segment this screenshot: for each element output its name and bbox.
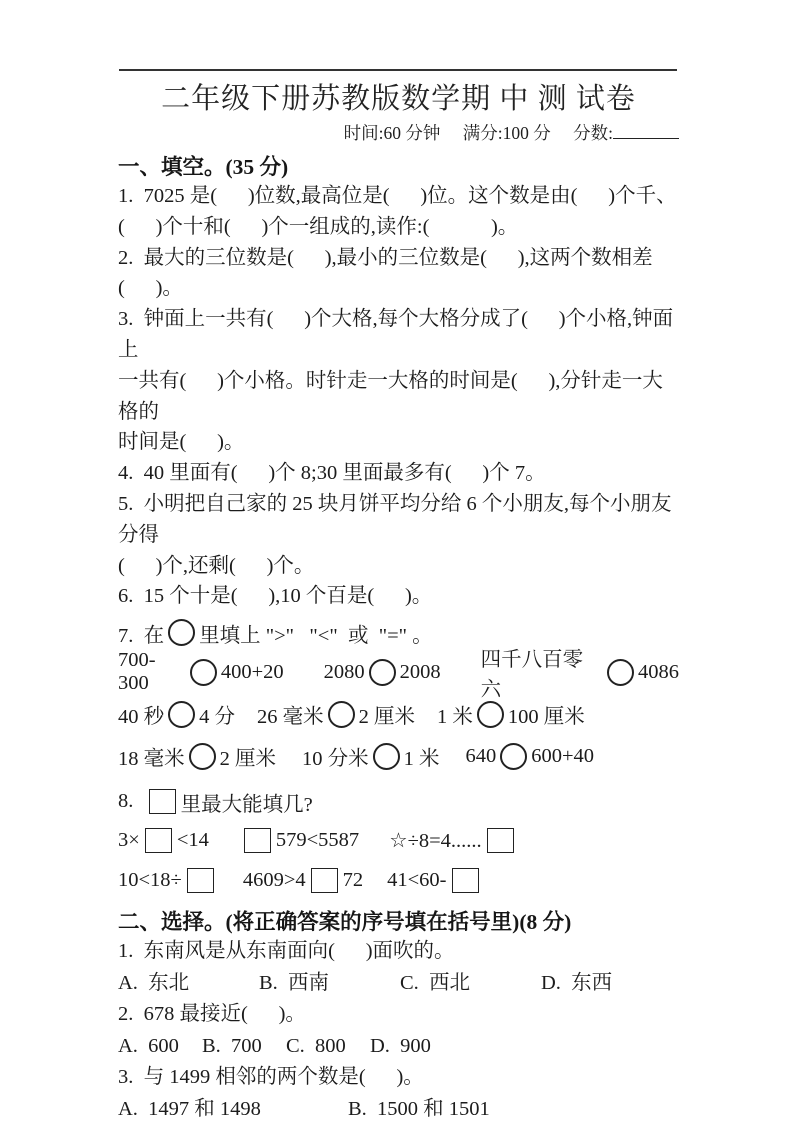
comparison-right: 2008 <box>399 660 441 683</box>
option-a: A. 600 <box>118 1034 179 1057</box>
fill-q8-instruction <box>118 783 679 820</box>
option-a: A. 东北 <box>118 971 190 994</box>
fill-q2-line2: ( )。 <box>118 277 183 300</box>
answer-box-icon <box>487 828 514 853</box>
compare-circle-icon <box>369 659 396 686</box>
choice-q2-options <box>118 1031 679 1063</box>
comparison-row-3 <box>118 735 679 777</box>
fill-q6-line: 6. 15 个十是( ),10 个百是( )。 <box>118 585 433 608</box>
choice-q1-options <box>118 968 679 1000</box>
option-c: C. 西北 <box>400 971 471 994</box>
comparison-item <box>302 741 440 771</box>
comparison-left: 1 米 <box>437 706 473 729</box>
comparison-item <box>118 741 276 771</box>
exam-fullscore-label: 满分:100 分 <box>462 123 551 143</box>
section-choice <box>118 909 679 1125</box>
comparison-left: 40 秒 <box>118 706 165 729</box>
answer-box-icon <box>149 789 176 814</box>
fill-q3-line3: 时间是( )。 <box>118 431 245 454</box>
compare-circle-icon <box>168 619 195 646</box>
q8-text-pre: 8. <box>118 790 144 813</box>
compare-circle-icon <box>189 743 216 770</box>
q7-text-post: 里填上 ">" "<" 或 "=" 。 <box>199 624 433 647</box>
option-b: B. 西南 <box>259 971 330 994</box>
comparison-right: 1 米 <box>403 748 440 771</box>
fill-q3-line2: 一共有( )个小格。时针走一大格的时间是( ),分针走一大格的 <box>118 369 663 423</box>
comparison-right: 4086 <box>638 660 679 683</box>
answer-box-icon <box>244 828 271 853</box>
comparison-right: 2 厘米 <box>358 706 415 729</box>
equation-pre: 10<18÷ <box>118 868 182 891</box>
option-c: C. 800 <box>286 1034 346 1057</box>
fill-q4-line: 4. 40 里面有( )个 8;30 里面最多有( )个 7。 <box>118 462 546 485</box>
equation-pre: 41<60- <box>387 868 447 891</box>
equation-item <box>118 868 219 893</box>
section-fill-heading: 一、填空。(35 分) <box>118 155 289 179</box>
q7-text-pre: 7. 在 <box>118 624 165 647</box>
equation-post: 72 <box>342 868 364 891</box>
header-divider <box>119 69 677 71</box>
choice-q2-stem: 2. 678 最接近( )。 <box>118 1003 306 1026</box>
choice-q3-options <box>118 1094 679 1125</box>
fill-q1-line2: ( )个十和( )个一组成的,读作:( )。 <box>118 215 519 238</box>
equation-row-2 <box>118 860 679 900</box>
answer-box-icon <box>145 828 172 853</box>
fill-q3-line1: 3. 钟面上一共有( )个大格,每个大格分成了( )个小格,钟面上 <box>118 308 674 361</box>
comparison-right: 100 厘米 <box>507 706 585 729</box>
q8-text-post: 里最大能填几? <box>180 793 313 816</box>
comparison-item <box>324 659 441 686</box>
equation-post: 579<5587 <box>275 828 360 851</box>
comparison-left: 10 分米 <box>302 748 369 771</box>
fill-q1-line1: 1. 7025 是( )位数,最高位是( )位。这个数是由( )个千、 <box>118 185 677 207</box>
compare-circle-icon <box>190 659 217 686</box>
equation-row-1 <box>118 820 679 860</box>
fill-q5-line1: 5. 小明把自己家的 25 块月饼平均分给 6 个小朋友,每个小朋友分得 <box>118 492 672 546</box>
comparison-left: 700-300 <box>118 649 156 695</box>
comparison-left: 640 <box>465 744 497 767</box>
fill-q5-line2: ( )个,还剩( )个。 <box>118 554 315 577</box>
equation-item <box>387 868 483 893</box>
choice-q1-stem: 1. 东南风是从东南面向( )面吹的。 <box>118 940 455 963</box>
equation-item <box>243 868 363 893</box>
comparison-right: 400+20 <box>220 660 284 683</box>
comparison-left: 2080 <box>323 660 365 683</box>
fill-q2-line1: 2. 最大的三位数是( ),最小的三位数是( ),这两个数相差 <box>118 246 653 269</box>
comparison-item <box>257 699 415 729</box>
score-label: 分数: <box>573 123 613 143</box>
option-d: D. 东西 <box>541 971 613 994</box>
compare-circle-icon <box>607 659 634 686</box>
equation-pre: 3× <box>118 828 140 851</box>
comparison-item <box>118 649 284 695</box>
exam-info-line <box>118 122 679 145</box>
comparison-right: 600+40 <box>531 744 595 767</box>
option-a: A. 1497 和 1498 <box>118 1097 261 1120</box>
comparison-right: 2 厘米 <box>219 748 276 771</box>
equation-pre: ☆÷8=4...... <box>389 829 482 852</box>
comparison-left: 18 毫米 <box>118 748 185 771</box>
compare-circle-icon <box>373 743 400 770</box>
comparison-left: 四千八百零六 <box>480 649 584 702</box>
equation-item <box>118 828 209 853</box>
option-b: B. 1500 和 1501 <box>348 1097 490 1120</box>
comparison-right: 4 分 <box>199 706 235 729</box>
page-title: 二年级下册苏教版数学期 中 测 试卷 <box>161 83 636 115</box>
equation-item <box>239 828 359 853</box>
compare-circle-icon <box>500 743 527 770</box>
score-blank-line <box>613 123 679 139</box>
compare-circle-icon <box>477 701 504 728</box>
equation-pre: 4609>4 <box>242 868 306 891</box>
answer-box-icon <box>187 868 214 893</box>
comparison-item <box>466 743 595 770</box>
answer-box-icon <box>452 868 479 893</box>
comparison-row-1 <box>118 649 679 702</box>
choice-q3-stem: 3. 与 1499 相邻的两个数是( )。 <box>118 1066 424 1089</box>
compare-circle-icon <box>328 701 355 728</box>
equation-item <box>389 828 518 853</box>
answer-box-icon <box>311 868 338 893</box>
exam-time-label: 时间:60 分钟 <box>343 123 441 143</box>
comparison-item <box>481 642 679 702</box>
compare-circle-icon <box>168 701 195 728</box>
comparison-item <box>118 699 235 729</box>
comparison-left: 26 毫米 <box>257 706 324 729</box>
comparison-item <box>437 699 585 729</box>
equation-post: <14 <box>176 828 209 851</box>
option-d: D. 900 <box>370 1034 431 1057</box>
option-b: B. 700 <box>202 1034 262 1057</box>
section-choice-heading: 二、选择。(将正确答案的序号填在括号里)(8 分) <box>118 910 572 935</box>
